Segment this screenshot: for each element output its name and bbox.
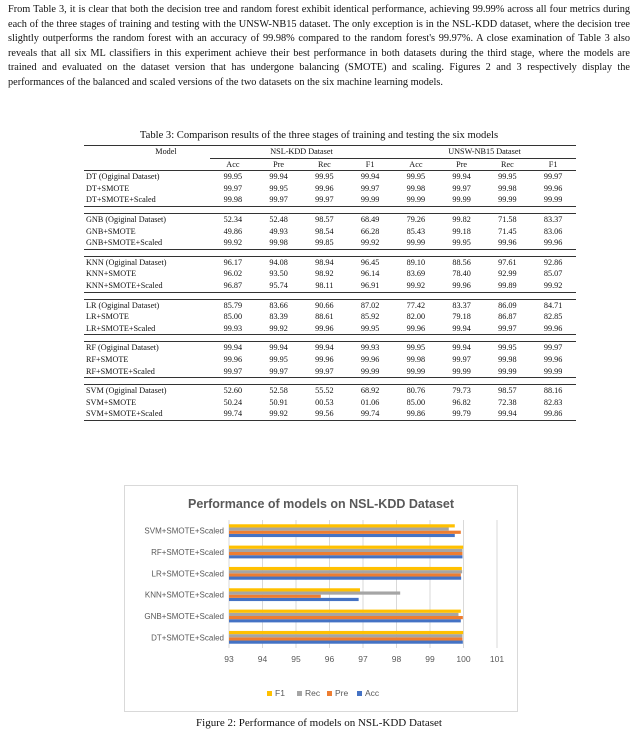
model-name-cell: KNN (Ogiginal Dataset) xyxy=(84,256,210,268)
metric-value-cell: 95.74 xyxy=(256,280,302,292)
metric-value-cell: 99.98 xyxy=(256,237,302,249)
metric-value-cell: 99.74 xyxy=(347,408,393,420)
bar-acc-dt-smote-scaled xyxy=(229,641,463,644)
legend-label: Pre xyxy=(335,688,349,698)
table-row xyxy=(84,311,576,323)
x-tick-label: 100 xyxy=(456,654,471,664)
metric-value-cell: 99.94 xyxy=(439,171,485,183)
metric-value-cell: 99.96 xyxy=(393,323,439,335)
legend-swatch xyxy=(327,691,332,696)
category-label: RF+SMOTE+Scaled xyxy=(151,548,224,557)
metric-value-cell: 83.69 xyxy=(406,269,426,279)
bar-f1-gnb-smote-scaled xyxy=(229,610,461,613)
metric-value-cell: 98.57 xyxy=(485,385,531,397)
group-spacer xyxy=(84,206,576,213)
metric-value-cell: 85.00 xyxy=(406,397,426,407)
metric-value-cell: 99.96 xyxy=(530,237,576,249)
metric-value-cell: 83.37 xyxy=(530,213,576,225)
table-row xyxy=(84,183,576,195)
model-name-cell: KNN+SMOTE xyxy=(86,269,137,279)
metric-value-cell: 85.92 xyxy=(360,312,380,322)
model-name-cell: SVM+SMOTE+Scaled xyxy=(84,408,210,420)
metric-value-cell: 97.61 xyxy=(485,256,531,268)
metric-value-cell: 87.02 xyxy=(347,299,393,311)
metric-value-cell: 79.73 xyxy=(439,385,485,397)
category-label: GNB+SMOTE+Scaled xyxy=(144,612,224,621)
metric-value-cell: 99.94 xyxy=(347,171,393,183)
bar-rec-gnb-smote-scaled xyxy=(229,613,458,616)
model-name-cell: GNB (Ogiginal Dataset) xyxy=(84,213,210,225)
metric-value-cell: 79.26 xyxy=(393,213,439,225)
table-body xyxy=(84,171,576,421)
metric-value-cell: 99.92 xyxy=(347,237,393,249)
bar-rec-rf-smote-scaled xyxy=(229,549,462,552)
metric-value-cell: 99.92 xyxy=(210,237,256,249)
chart-x-ticks xyxy=(224,654,504,664)
nsl-kdd-header: NSL-KDD Dataset xyxy=(210,146,393,159)
legend-swatch xyxy=(267,691,272,696)
metric-value-cell: 72.38 xyxy=(498,397,517,407)
metric-value-cell: 00.53 xyxy=(315,397,334,407)
metric-value-cell: 99.97 xyxy=(530,342,576,354)
figure-caption: Figure 2: Performance of models on NSL-KDD Dataset xyxy=(196,717,442,729)
spacer-cell xyxy=(84,335,576,342)
metric-value-cell: 99.96 xyxy=(543,354,563,364)
metric-value-cell: 85.00 xyxy=(223,312,243,322)
model-name-cell: SVM (Ogiginal Dataset) xyxy=(84,385,210,397)
table-row xyxy=(84,268,576,280)
x-tick-label: 93 xyxy=(224,654,234,664)
metric-value-cell: 99.96 xyxy=(485,237,531,249)
metric-value-cell: 99.99 xyxy=(530,194,576,206)
spacer-cell xyxy=(84,292,576,299)
metric-value-cell: 99.99 xyxy=(393,237,439,249)
results-table xyxy=(84,145,576,421)
metric-value-cell: 99.18 xyxy=(452,226,471,236)
category-label: KNN+SMOTE+Scaled xyxy=(144,590,224,600)
model-name-cell: RF+SMOTE xyxy=(86,354,129,364)
metric-value-cell: 79.18 xyxy=(452,312,471,322)
bar-pre-gnb-smote-scaled xyxy=(229,616,463,619)
metric-value-cell: 99.99 xyxy=(485,194,531,206)
metric-value-cell: 99.92 xyxy=(256,323,302,335)
metric-value-cell: 83.66 xyxy=(256,299,302,311)
metric-value-cell: 99.99 xyxy=(530,366,576,378)
spacer-cell xyxy=(84,378,576,385)
metric-value-cell: 99.94 xyxy=(256,342,302,354)
metric-value-cell: 99.96 xyxy=(315,354,334,364)
legend-label: Rec xyxy=(305,688,321,698)
table-row xyxy=(84,194,576,206)
x-tick-label: 95 xyxy=(291,654,301,664)
spacer-cell xyxy=(84,249,576,256)
metric-value-cell: 99.92 xyxy=(256,408,302,420)
bar-rec-svm-smote-scaled xyxy=(229,527,449,530)
metric-value-cell: 89.10 xyxy=(393,256,439,268)
metric-value-cell: 52.58 xyxy=(256,385,302,397)
metric-value-cell: 98.57 xyxy=(302,213,348,225)
metric-value-cell: 52.48 xyxy=(256,213,302,225)
metric-value-cell: 96.17 xyxy=(210,256,256,268)
metric-value-cell: 99.97 xyxy=(256,366,302,378)
metric-value-cell: 99.85 xyxy=(302,237,348,249)
metric-value-cell: 99.97 xyxy=(485,323,531,335)
metric-value-cell: 98.11 xyxy=(302,280,348,292)
bar-acc-rf-smote-scaled xyxy=(229,555,462,558)
table-row xyxy=(84,226,576,238)
metric-value-cell: 99.98 xyxy=(406,183,426,193)
x-tick-label: 96 xyxy=(324,654,335,664)
table-metric-header-row xyxy=(84,158,576,171)
metric-value-cell: 78.40 xyxy=(452,269,471,279)
metric-value-cell: 99.94 xyxy=(302,342,348,354)
x-tick-label: 101 xyxy=(489,654,505,664)
x-tick-label: 97 xyxy=(358,654,368,664)
metric-value-cell: 99.97 xyxy=(452,354,471,364)
metric-value-cell: 01.06 xyxy=(360,397,380,407)
table-row xyxy=(84,256,576,268)
x-tick-label: 94 xyxy=(257,654,268,664)
metric-value-cell: 94.08 xyxy=(256,256,302,268)
metric-value-cell: 99.74 xyxy=(210,408,256,420)
group-spacer xyxy=(84,335,576,342)
metric-value-cell: 99.86 xyxy=(393,408,439,420)
metric-value-cell: 99.82 xyxy=(439,213,485,225)
category-label: LR+SMOTE+Scaled xyxy=(151,569,224,579)
metric-header: Rec xyxy=(302,158,348,171)
metric-value-cell: 99.96 xyxy=(223,354,243,364)
model-name-cell: DT+SMOTE xyxy=(86,183,130,193)
metric-value-cell: 96.91 xyxy=(347,280,393,292)
metric-value-cell: 99.97 xyxy=(302,366,348,378)
group-spacer xyxy=(84,292,576,299)
metric-value-cell: 99.94 xyxy=(439,323,485,335)
category-label: SVM+SMOTE+Scaled xyxy=(144,526,224,536)
legend-swatch xyxy=(297,691,302,696)
model-name-cell: RF+SMOTE+Scaled xyxy=(84,366,210,378)
metric-value-cell: 99.99 xyxy=(347,194,393,206)
metric-value-cell: 85.79 xyxy=(210,299,256,311)
metric-value-cell: 83.06 xyxy=(543,226,563,236)
metric-value-cell: 99.95 xyxy=(347,323,393,335)
metric-header: F1 xyxy=(530,158,576,171)
model-column-header: Model xyxy=(84,146,210,159)
metric-header: Rec xyxy=(485,158,531,171)
table-row xyxy=(84,342,576,354)
model-name-cell: GNB+SMOTE xyxy=(86,226,136,236)
metric-value-cell: 98.54 xyxy=(315,226,334,236)
metric-value-cell: 99.89 xyxy=(485,280,531,292)
metric-value-cell: 50.91 xyxy=(269,397,288,407)
metric-value-cell: 99.95 xyxy=(439,237,485,249)
metric-value-cell: 99.99 xyxy=(485,366,531,378)
metric-value-cell: 90.66 xyxy=(302,299,348,311)
metric-value-cell: 99.98 xyxy=(210,194,256,206)
metric-value-cell: 71.58 xyxy=(485,213,531,225)
metric-value-cell: 99.95 xyxy=(485,342,531,354)
table-row xyxy=(84,354,576,366)
bar-acc-gnb-smote-scaled xyxy=(229,619,461,622)
table-dataset-header-row xyxy=(84,146,576,159)
metric-value-cell: 99.95 xyxy=(210,171,256,183)
metric-value-cell: 99.95 xyxy=(302,171,348,183)
metric-value-cell: 83.39 xyxy=(269,312,288,322)
metric-value-cell: 88.56 xyxy=(439,256,485,268)
metric-value-cell: 99.95 xyxy=(485,171,531,183)
bar-pre-dt-smote-scaled xyxy=(229,637,462,640)
metric-value-cell: 99.97 xyxy=(452,183,471,193)
empty-header-cell xyxy=(84,158,210,171)
metric-value-cell: 99.95 xyxy=(393,342,439,354)
bar-pre-svm-smote-scaled xyxy=(229,531,461,534)
model-name-cell: GNB+SMOTE+Scaled xyxy=(84,237,210,249)
bar-f1-lr-smote-scaled xyxy=(229,567,462,570)
metric-value-cell: 84.71 xyxy=(530,299,576,311)
metric-value-cell: 68.49 xyxy=(347,213,393,225)
metric-value-cell: 49.93 xyxy=(269,226,288,236)
metric-value-cell: 77.42 xyxy=(393,299,439,311)
metric-value-cell: 99.98 xyxy=(498,183,517,193)
model-name-cell: LR+SMOTE+Scaled xyxy=(84,323,210,335)
table-row xyxy=(84,237,576,249)
metric-value-cell: 83.37 xyxy=(439,299,485,311)
metric-value-cell: 68.92 xyxy=(347,385,393,397)
category-label: DT+SMOTE+Scaled xyxy=(151,633,224,643)
metric-value-cell: 92.99 xyxy=(498,269,517,279)
metric-value-cell: 55.52 xyxy=(302,385,348,397)
chart-svg xyxy=(125,486,517,711)
metric-value-cell: 85.43 xyxy=(406,226,426,236)
model-name-cell: DT+SMOTE+Scaled xyxy=(84,194,210,206)
bar-pre-knn-smote-scaled xyxy=(229,595,321,598)
table-row xyxy=(84,171,576,183)
chart-grid xyxy=(229,520,497,648)
metric-value-cell: 99.99 xyxy=(393,366,439,378)
table-row xyxy=(84,323,576,335)
bar-acc-svm-smote-scaled xyxy=(229,534,455,537)
legend-label: F1 xyxy=(275,688,285,698)
legend-label: Acc xyxy=(365,688,380,698)
metric-value-cell: 99.79 xyxy=(439,408,485,420)
metric-value-cell: 99.97 xyxy=(302,194,348,206)
metric-value-cell: 93.50 xyxy=(269,269,288,279)
bar-rec-dt-smote-scaled xyxy=(229,634,462,637)
metric-value-cell: 96.87 xyxy=(210,280,256,292)
metric-header: Pre xyxy=(256,158,302,171)
metric-header: Pre xyxy=(439,158,485,171)
metric-value-cell: 99.96 xyxy=(302,323,348,335)
metric-value-cell: 99.86 xyxy=(530,408,576,420)
model-name-cell: LR (Ogiginal Dataset) xyxy=(84,299,210,311)
group-spacer xyxy=(84,378,576,385)
metric-value-cell: 82.83 xyxy=(543,397,563,407)
metric-value-cell: 99.95 xyxy=(269,183,288,193)
metric-value-cell: 85.07 xyxy=(543,269,563,279)
model-name-cell: KNN+SMOTE+Scaled xyxy=(84,280,210,292)
x-tick-label: 98 xyxy=(391,654,402,664)
metric-value-cell: 99.98 xyxy=(406,354,426,364)
model-name-cell: DT (Ogiginal Dataset) xyxy=(84,171,210,183)
metric-header: Acc xyxy=(393,158,439,171)
metric-value-cell: 50.24 xyxy=(223,397,243,407)
metric-value-cell: 98.94 xyxy=(302,256,348,268)
metric-value-cell: 99.99 xyxy=(439,366,485,378)
metric-value-cell: 99.95 xyxy=(393,171,439,183)
metric-value-cell: 88.61 xyxy=(315,312,334,322)
metric-value-cell: 99.97 xyxy=(223,183,243,193)
table-row xyxy=(84,366,576,378)
metric-value-cell: 92.86 xyxy=(530,256,576,268)
table-caption: Table 3: Comparison results of the three stages of training and testing the six models xyxy=(139,130,499,141)
chart-category-labels xyxy=(144,527,224,643)
model-name-cell: RF (Ogiginal Dataset) xyxy=(84,342,210,354)
metric-value-cell: 96.02 xyxy=(223,269,243,279)
metric-value-cell: 82.00 xyxy=(406,312,426,322)
bar-chart xyxy=(124,485,518,712)
metric-value-cell: 99.99 xyxy=(393,194,439,206)
bar-pre-lr-smote-scaled xyxy=(229,573,461,576)
metric-value-cell: 99.92 xyxy=(393,280,439,292)
bar-acc-lr-smote-scaled xyxy=(229,577,461,580)
metric-value-cell: 49.86 xyxy=(223,226,243,236)
model-name-cell: SVM+SMOTE xyxy=(86,397,137,407)
table-row xyxy=(84,299,576,311)
metric-value-cell: 52.34 xyxy=(210,213,256,225)
metric-value-cell: 98.92 xyxy=(315,269,334,279)
bar-rec-knn-smote-scaled xyxy=(229,591,400,594)
chart-legend xyxy=(267,688,380,698)
chart-bars xyxy=(229,524,463,643)
metric-value-cell: 96.45 xyxy=(347,256,393,268)
metric-value-cell: 99.97 xyxy=(360,183,380,193)
model-name-cell: LR+SMOTE xyxy=(86,312,129,322)
metric-value-cell: 99.96 xyxy=(543,183,563,193)
bar-acc-knn-smote-scaled xyxy=(229,598,359,601)
metric-value-cell: 52.60 xyxy=(210,385,256,397)
metric-value-cell: 99.93 xyxy=(210,323,256,335)
bar-f1-rf-smote-scaled xyxy=(229,546,463,549)
metric-value-cell: 80.76 xyxy=(393,385,439,397)
metric-value-cell: 99.97 xyxy=(256,194,302,206)
bar-f1-knn-smote-scaled xyxy=(229,588,360,591)
body-paragraph: From Table 3, it is clear that both the decision tree and random forest exhibit identical performance, achieving 99.99% across all four metrics during each of the three stages of training and testing with the UNSW-NB15 dataset. The only exception is in the NSL-KDD dataset, where the decision tree slightly outperforms the random forest with an accuracy of 99.98% compared to the random forest's 99.97%. A close examination of Table 3 also reveals that all six ML classifiers in this experiment achieve their best performance in both datasets during the third stage, where the models are trained and evaluated on the dataset version that has undergone balancing (SMOTE) and scaling. Figures 2 and 3 respectively display the performances of the balanced and scaled versions of the two datasets on the six machine learning models. xyxy=(8,4,630,88)
metric-value-cell: 99.99 xyxy=(439,194,485,206)
metric-value-cell: 99.96 xyxy=(530,323,576,335)
metric-value-cell: 66.28 xyxy=(360,226,380,236)
metric-value-cell: 99.56 xyxy=(302,408,348,420)
spacer-cell xyxy=(84,206,576,213)
bar-f1-dt-smote-scaled xyxy=(229,631,463,634)
metric-value-cell: 86.09 xyxy=(485,299,531,311)
metric-value-cell: 96.14 xyxy=(360,269,380,279)
table-row xyxy=(84,385,576,397)
metric-value-cell: 99.94 xyxy=(439,342,485,354)
table-row xyxy=(84,280,576,292)
metric-value-cell: 99.93 xyxy=(347,342,393,354)
metric-value-cell: 99.95 xyxy=(269,354,288,364)
metric-value-cell: 99.97 xyxy=(210,366,256,378)
metric-value-cell: 99.92 xyxy=(530,280,576,292)
metric-header: F1 xyxy=(347,158,393,171)
table-row xyxy=(84,397,576,409)
metric-value-cell: 99.97 xyxy=(530,171,576,183)
metric-value-cell: 99.99 xyxy=(347,366,393,378)
metric-value-cell: 99.98 xyxy=(498,354,517,364)
chart-title: Performance of models on NSL-KDD Dataset xyxy=(187,497,455,511)
bar-pre-rf-smote-scaled xyxy=(229,552,462,555)
legend-swatch xyxy=(357,691,362,696)
metric-header: Acc xyxy=(210,158,256,171)
bar-rec-lr-smote-scaled xyxy=(229,570,462,573)
table-row xyxy=(84,213,576,225)
metric-value-cell: 99.94 xyxy=(485,408,531,420)
metric-value-cell: 99.96 xyxy=(360,354,380,364)
group-spacer xyxy=(84,249,576,256)
metric-value-cell: 99.96 xyxy=(439,280,485,292)
bar-f1-svm-smote-scaled xyxy=(229,524,455,527)
table-row xyxy=(84,408,576,420)
unsw-nb15-header: UNSW-NB15 Dataset xyxy=(393,146,576,159)
metric-value-cell: 88.16 xyxy=(530,385,576,397)
metric-value-cell: 99.94 xyxy=(210,342,256,354)
metric-value-cell: 82.85 xyxy=(543,312,563,322)
metric-value-cell: 96.82 xyxy=(452,397,471,407)
metric-value-cell: 86.87 xyxy=(498,312,517,322)
x-tick-label: 99 xyxy=(425,654,435,664)
metric-value-cell: 71.45 xyxy=(498,226,517,236)
metric-value-cell: 99.96 xyxy=(315,183,334,193)
metric-value-cell: 99.94 xyxy=(256,171,302,183)
